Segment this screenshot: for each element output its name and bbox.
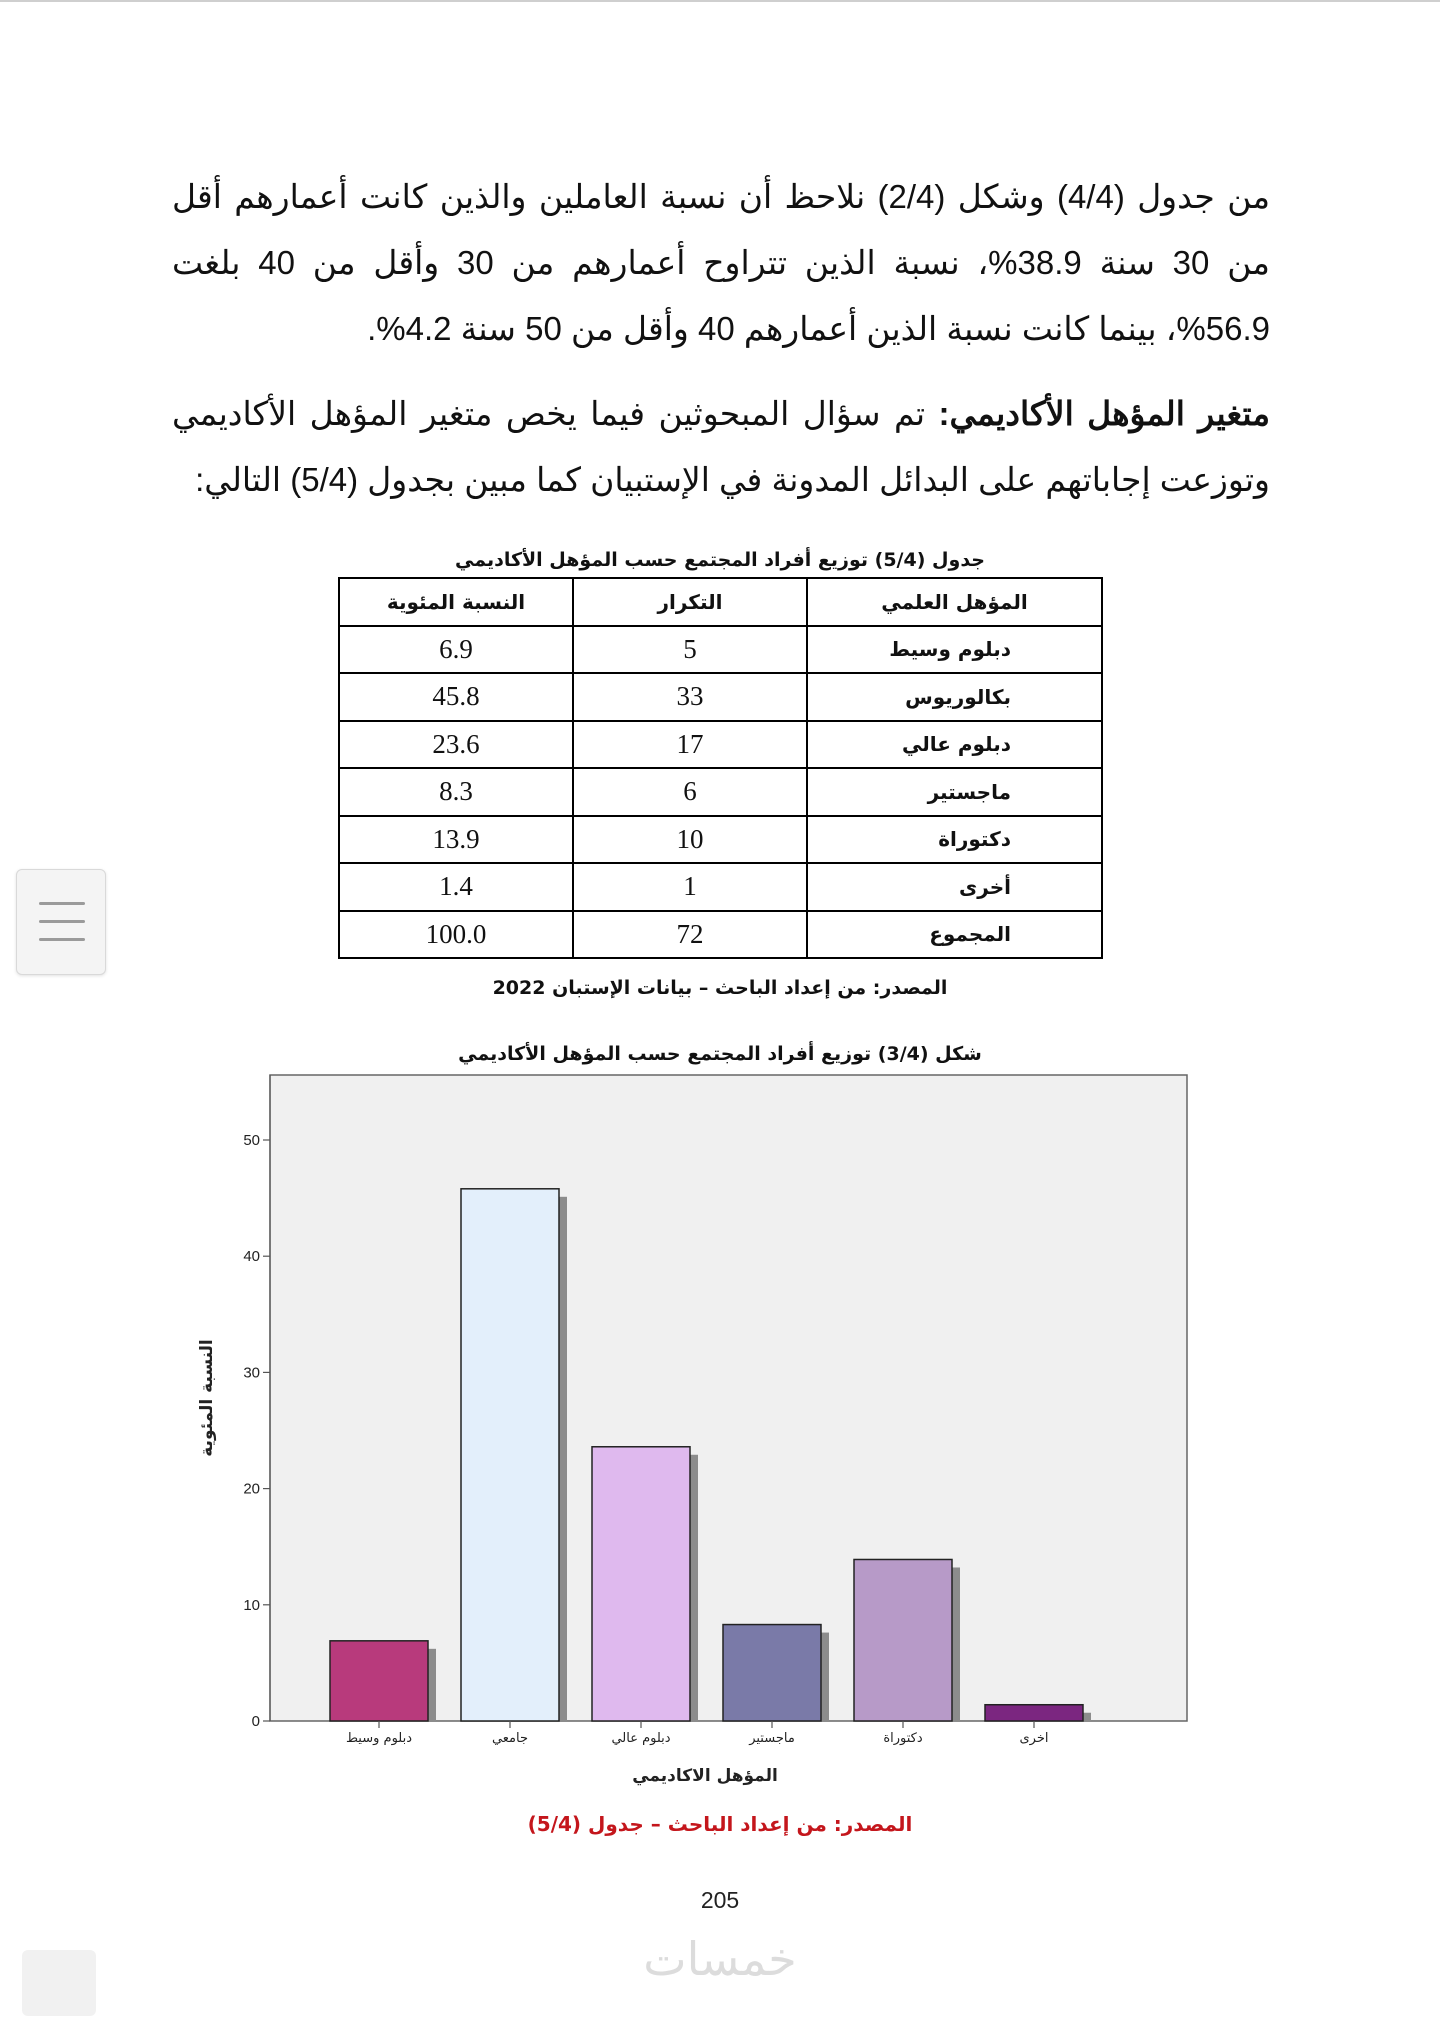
- row-label: بكالوريوس: [807, 673, 1102, 721]
- bar: [461, 1189, 559, 1721]
- x-axis-label: المؤهل الاكاديمي: [632, 1766, 778, 1786]
- x-tick-label: ماجستير: [749, 1731, 795, 1746]
- row-percent: 8.3: [339, 768, 573, 816]
- x-tick-label: دبلوم عالي: [611, 1731, 671, 1746]
- y-tick-label: 0: [251, 1713, 260, 1730]
- row-percent: 23.6: [339, 721, 573, 769]
- x-tick-label: دبلوم وسيط: [345, 1731, 413, 1746]
- bar: [854, 1559, 952, 1721]
- row-label: ماجستير: [807, 768, 1102, 816]
- bottom-corner-button[interactable]: [22, 1950, 96, 2016]
- qualification-heading: متغير المؤهل الأكاديمي:: [938, 395, 1271, 432]
- x-tick-label: اخرى: [1019, 1731, 1049, 1746]
- row-label: أخرى: [807, 863, 1102, 911]
- table-caption: جدول (5/4) توزيع أفراد المجتمع حسب المؤهل الأكاديمي: [455, 549, 985, 571]
- row-count: 10: [573, 816, 807, 864]
- row-percent: 1.4: [339, 863, 573, 911]
- x-tick-label: دكتوراة: [883, 1731, 923, 1746]
- chart-source: المصدر: من إعداد الباحث – جدول (5/4): [527, 1812, 913, 1836]
- watermark-logo: خمسات: [643, 1932, 797, 1986]
- y-tick-label: 20: [243, 1480, 260, 1498]
- y-tick-label: 30: [243, 1364, 260, 1382]
- x-tick-label: جامعي: [491, 1731, 529, 1746]
- row-percent: 6.9: [339, 626, 573, 674]
- bar: [723, 1625, 821, 1721]
- y-axis-label: النسبة المئوية: [197, 1339, 217, 1457]
- total-count: 72: [573, 911, 807, 959]
- total-label: المجموع: [807, 911, 1102, 959]
- row-count: 17: [573, 721, 807, 769]
- row-label: دبلوم وسيط: [807, 626, 1102, 674]
- y-tick-label: 40: [243, 1248, 260, 1266]
- row-count: 6: [573, 768, 807, 816]
- header-qualification: المؤهل العلمي: [807, 578, 1102, 626]
- header-count: التكرار: [573, 578, 807, 626]
- row-percent: 13.9: [339, 816, 573, 864]
- header-percent: النسبة المئوية: [339, 578, 573, 626]
- bar: [592, 1447, 690, 1721]
- row-label: دبلوم عالي: [807, 721, 1102, 769]
- intro-paragraph: من جدول (4/4) وشكل (2/4) نلاحظ أن نسبة العاملين والذين كانت أعمارهم أقل من 30 سنة 38.9%، نسبة الذين تتراوح أعمارهم من 30 وأقل من 40 بلغت 56.9%، بينما كانت نسبة الذين أعمارهم 40 وأقل من 50 سنة 4.2%.: [172, 178, 1271, 347]
- table-source: المصدر: من إعداد الباحث – بيانات الإستبان 2022: [492, 977, 948, 999]
- row-label: دكتوراة: [807, 816, 1102, 864]
- row-percent: 45.8: [339, 673, 573, 721]
- y-tick-label: 50: [243, 1132, 260, 1149]
- bar: [330, 1641, 428, 1721]
- bar: [985, 1705, 1083, 1721]
- page-number: 205: [700, 1887, 740, 1913]
- y-tick-label: 10: [243, 1596, 260, 1614]
- row-count: 33: [573, 673, 807, 721]
- row-count: 5: [573, 626, 807, 674]
- row-count: 1: [573, 863, 807, 911]
- qualification-text: تم سؤال المبحوثين فيما يخص متغير المؤهل الأكاديمي وتوزعت إجاباتهم على البدائل المدونة في الإستبيان كما مبين بجدول (5/4) التالي:: [172, 395, 1270, 498]
- total-percent: 100.0: [339, 911, 573, 959]
- chart-title: شكل (3/4) توزيع أفراد المجتمع حسب المؤهل الأكاديمي: [458, 1043, 982, 1065]
